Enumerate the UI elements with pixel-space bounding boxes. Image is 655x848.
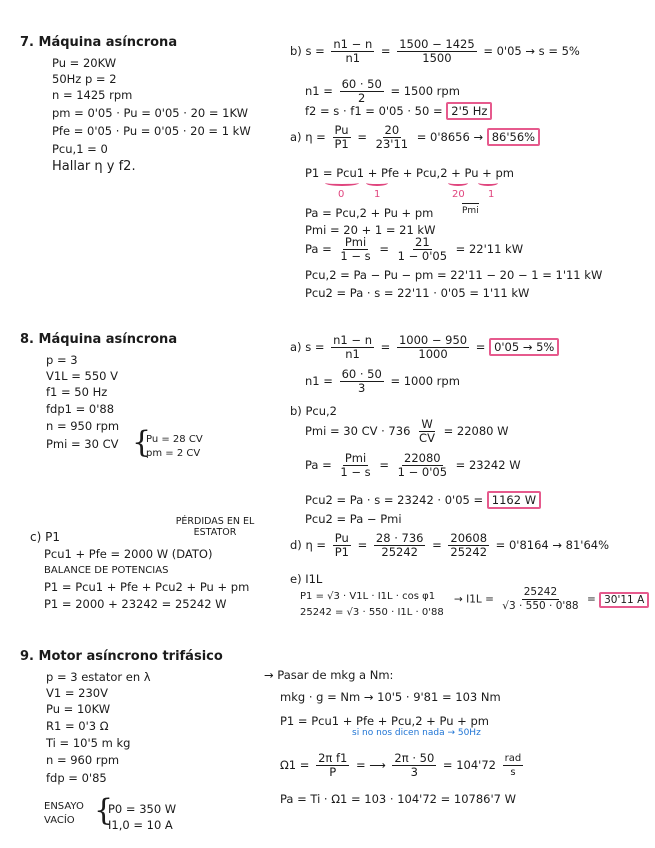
p9-given-5: n = 960 rpm	[46, 753, 120, 767]
p9-pl-line: P1 = Pcu1 + Pfe + Pcu,2 + Pu + pm	[280, 714, 489, 728]
p8-brace: {	[132, 425, 152, 460]
p8-given-4: n = 950 rpm	[46, 419, 120, 433]
p8-given-1: V1L = 550 V	[46, 369, 119, 383]
p8-c-line3: P1 = Pcu1 + Pfe + Pcu2 + Pu + pm	[44, 580, 250, 594]
p7-given-3: pm = 0'05 · Pu = 0'05 · 20 = 1KW	[52, 106, 248, 120]
p7-p1-balance: P1 = Pcu1 + Pfe + Pcu,2 + Pu + pm	[305, 166, 514, 180]
p7-b-frac2: $\frac{1500 - 1425}{1500}$	[399, 37, 475, 65]
p8-e-line2: 25242 = √3 · 550 · I1L · 0'88	[300, 607, 444, 618]
p8-c-note: PÉRDIDAS EN EL ESTATOR	[175, 516, 255, 538]
p8-given-2: f1 = 50 Hz	[46, 385, 108, 399]
p8-e-line1: P1 = √3 · V1L · I1L · cos φ1	[300, 591, 436, 602]
p7-under-2: 20	[452, 189, 465, 200]
p9-conv-line: mkg · g = Nm → 10'5 · 9'81 = 103 Nm	[280, 690, 501, 704]
p8-b-label: b) Pcu,2	[290, 404, 337, 418]
p7-under-1: 1	[374, 189, 381, 200]
p7-b-result: = 0'05 → s = 5%	[483, 44, 580, 58]
p7-given-4: Pfe = 0'05 · Pu = 0'05 · 20 = 1 kW	[52, 124, 251, 138]
p9-given-6: fdp = 0'85	[46, 771, 107, 785]
p7-given-1: 50Hz p = 2	[52, 72, 117, 86]
p7-pmi-label: Pmi	[462, 203, 479, 218]
p8-given-5: Pmi = 30 CV	[46, 437, 119, 451]
p8-c-line1: Pcu1 + Pfe = 2000 W (DATO)	[44, 547, 213, 561]
p7-pcu2: Pcu,2 = Pa − Pu − pm = 22'11 − 20 − 1 = 1'11 kW	[305, 268, 603, 282]
p7-n1: n1 = $\frac{60 \cdot 50}{2}$ = 1500 rpm	[305, 77, 460, 105]
p7-given-2: n = 1425 rpm	[52, 88, 133, 102]
p8-c-line2: BALANCE DE POTENCIAS	[44, 565, 169, 576]
p7-pa2: Pa = $\frac{\text{Pmi}}{1 - s}$ = $\frac{21}{1 - 0'05}$ = 22'11 kW	[305, 235, 524, 263]
p7-pmi: Pmi = 20 + 1 = 21 kW	[305, 223, 436, 237]
p7-given-5: Pcu,1 = 0	[52, 142, 108, 156]
p7-under-3: 1	[488, 189, 495, 200]
p8-b-answer: 1162 W	[487, 491, 541, 509]
p9-brace: {	[94, 793, 114, 828]
p8-given-0: p = 3	[46, 353, 78, 367]
p8-pcu2b: Pcu2 = Pa − Pmi	[305, 512, 402, 526]
p8-pmi: Pmi = 30 CV · 736 $\frac{W}{CV}$ = 22080 W	[305, 417, 509, 445]
p9-given-1: V1 = 230V	[46, 686, 108, 700]
p7-b-label: b) s =	[290, 44, 325, 58]
p8-a-answer: 0'05 → 5%	[489, 338, 559, 356]
p8-title: 8. Máquina asíncrona	[20, 332, 178, 347]
p9-ensayo-0: P0 = 350 W	[108, 802, 177, 816]
p8-c-label: c) P1	[30, 530, 60, 544]
p8-n1: n1 = $\frac{60 \cdot 50}{3}$ = 1000 rpm	[305, 367, 460, 395]
p7-under-0: 0	[338, 189, 345, 200]
p7-a-efficiency: a) η = $\frac{Pu}{P1}$ = $\frac{20}{23'11}$ = 0'8656 → 86'56%	[290, 124, 540, 151]
p8-e-answer: 30'11 A	[599, 592, 649, 608]
p9-omega: Ω1 = $\frac{\text{2π f1}}{P}$ = ⟶ $\frac{2\pi \cdot 50}{3}$ = 104'72 $\frac{\text{rad}}{s}$	[280, 751, 522, 779]
p7-given-6: Hallar η y f2.	[52, 159, 136, 174]
p7-a-answer: 86'56%	[487, 128, 540, 146]
p8-brace-0: Pu = 28 CV	[146, 434, 203, 445]
p9-ensayo: ENSAYO VACÍO	[44, 801, 84, 826]
p8-a-slip: a) s = $\frac{n1 - n}{n1}$ = $\frac{1000 - 950}{1000}$ = 0'05 → 5%	[290, 334, 559, 361]
p7-f2: f2 = s · f1 = 0'05 · 50 = 2'5 Hz	[305, 104, 492, 118]
p9-given-0: p = 3 estator en λ	[46, 670, 151, 684]
p7-title: 7. Máquina asíncrona	[20, 35, 178, 50]
p8-e-label: e) I1L	[290, 572, 323, 586]
p7-given-0: Pu = 20KW	[52, 56, 117, 70]
p7-pa: Pa = Pcu,2 + Pu + pm	[305, 206, 434, 220]
p7-b-slip: b) s = $\frac{n1 - n}{n1}$ = $\frac{1500 - 1425}{1500}$ = 0'05 → s = 5%	[290, 37, 580, 65]
p9-given-3: R1 = 0'3 Ω	[46, 719, 109, 733]
p9-given-2: Pu = 10KW	[46, 702, 111, 716]
p9-conv-title: → Pasar de mkg a Nm:	[264, 668, 394, 682]
p8-d-efficiency: d) η = $\frac{Pu}{P1}$ = $\frac{28 \cdot 736}{25242}$ = $\frac{20608}{25242}$ = 0'8164 → 81'64%	[290, 531, 610, 559]
p7-f2-answer: 2'5 Hz	[446, 102, 492, 120]
p8-pcu2: Pcu2 = Pa · s = 23242 · 0'05 = 1162 W	[305, 493, 541, 507]
p9-given-4: Ti = 10'5 m kg	[46, 736, 131, 750]
p8-given-3: fdp1 = 0'88	[46, 402, 115, 416]
p9-ensayo-1: I1,0 = 10 A	[108, 818, 173, 832]
p9-note-blue: si no nos dicen nada → 50Hz	[352, 728, 481, 738]
p9-title: 9. Motor asíncrono trifásico	[20, 649, 223, 664]
p8-brace-1: pm = 2 CV	[146, 448, 201, 459]
p7-b-frac: $\frac{n1 - n}{n1}$	[333, 37, 373, 65]
p8-pa: Pa = $\frac{\text{Pmi}}{1 - s}$ = $\frac{22080}{1 - 0'05}$ = 23242 W	[305, 451, 521, 479]
p8-c-line4: P1 = 2000 + 23242 = 25242 W	[44, 597, 227, 611]
p8-e-result: → I1L = $\frac{25242}{√3 \cdot 550 \cdot 0'88}$ = 30'11 A	[454, 586, 649, 613]
p9-pa-line: Pa = Ti · Ω1 = 103 · 104'72 = 10786'7 W	[280, 792, 516, 806]
p7-pcu2b: Pcu2 = Pa · s = 22'11 · 0'05 = 1'11 kW	[305, 286, 530, 300]
